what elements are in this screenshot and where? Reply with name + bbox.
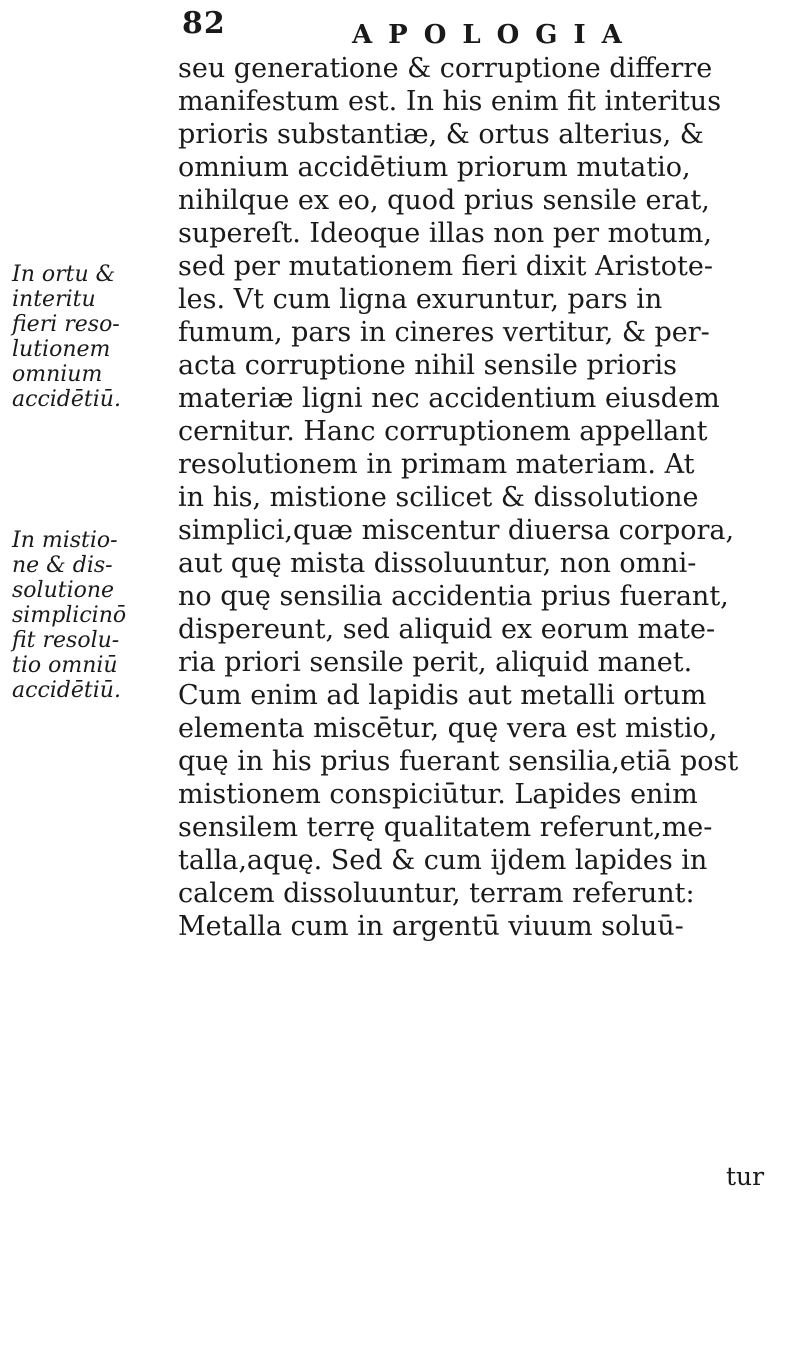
running-title: APOLOGIA [352,20,638,50]
text-line: aut quę mista dissoluuntur, non omni- [178,548,697,579]
text-line: mistionem conspiciūtur. Lapides enim [178,779,698,810]
margin-note-line: simplicinō [12,603,127,628]
text-line: simplici,quæ miscentur diuersa corpora, [178,515,735,546]
margin-note-line: In mistio- [12,528,118,553]
margin-note-line: interitu [12,287,96,312]
page-number: 82 [182,6,226,41]
margin-note-mistione [12,528,182,703]
text-line: fumum, pars in cineres vertitur, & per- [178,317,710,348]
text-line: prioris substantiæ, & ortus alterius, & [178,119,704,150]
margin-note-line: ne & dis- [12,553,113,578]
text-line: dispereunt, sed aliquid ex eorum mate- [178,614,716,645]
text-line: nihilque ex eo, quod prius sensile erat, [178,185,710,216]
margin-note-line: fit resolu- [12,628,120,653]
margin-note-line: tio omniū [12,653,118,678]
text-line: seu generatione & corruptione differre [178,53,713,84]
text-line: materiæ ligni nec accidentium eiusdem [178,383,720,414]
text-line: manifestum est. In his enim fit interitus [178,86,722,117]
body-text [178,52,778,943]
text-line: elementa miscētur, quę vera est mistio, [178,713,718,744]
text-line: acta corruptione nihil sensile prioris [178,350,677,381]
page-header [182,6,782,52]
margin-note-line: solutione [12,578,115,603]
margin-note-line: accidētiū. [12,678,121,703]
text-line: les. Vt cum ligna exuruntur, pars in [178,284,663,315]
catchword: tur [726,1162,765,1191]
text-line: supereſt. Ideoque illas non per motum, [178,218,712,249]
text-line: in his, mistione scilicet & dissolutione [178,482,699,513]
margin-note-line: lutionem [12,337,111,362]
text-line: quę in his prius fuerant sensilia,etiā post [178,746,739,777]
margin-note-line: accidētiū. [12,387,121,412]
text-line: Metalla cum in argentū viuum soluū- [178,911,684,942]
margin-note-line: omnium [12,362,103,387]
text-line: sensilem terrę qualitatem referunt,me- [178,812,713,843]
text-line: Cum enim ad lapidis aut metalli ortum [178,680,707,711]
text-line: talla,aquę. Sed & cum ijdem lapides in [178,845,708,876]
text-line: no quę sensilia accidentia prius fuerant, [178,581,729,612]
margin-note-line: In ortu & [12,262,116,287]
text-line: ria priori sensile perit, aliquid manet. [178,647,693,678]
text-line: cernitur. Hanc corruptionem appellant [178,416,708,447]
text-line: calcem dissoluuntur, terram referunt: [178,878,695,909]
margin-note-line: fieri reso- [12,312,120,337]
margin-note-ortu-interitu [12,262,182,412]
text-line: omnium accidētium priorum mutatio, [178,152,691,183]
text-line: resolutionem in primam materiam. At [178,449,695,480]
text-line: sed per mutationem fieri dixit Aristote- [178,251,713,282]
